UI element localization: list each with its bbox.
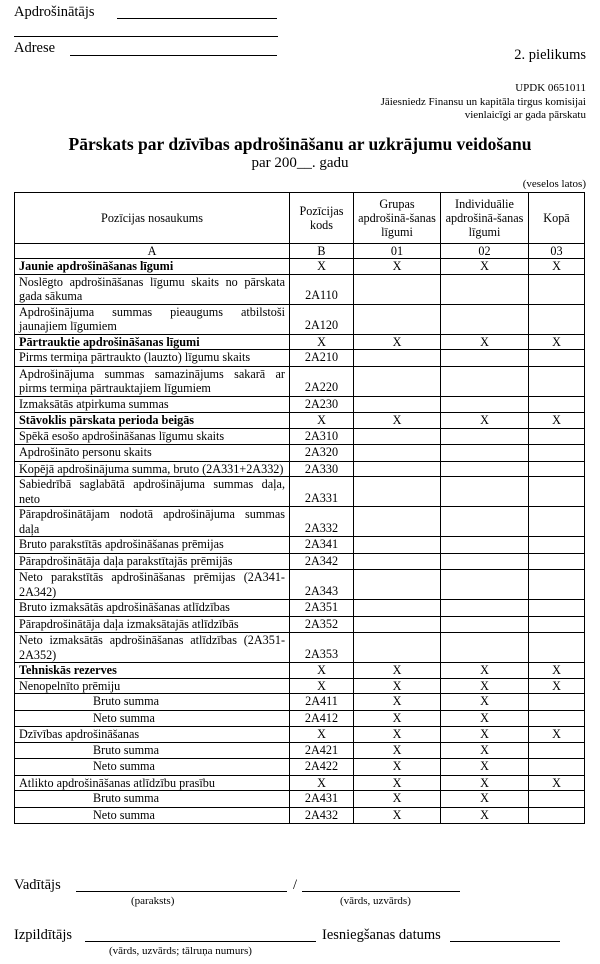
row-value-total[interactable] bbox=[529, 694, 585, 711]
header-individual: Individuālie apdrošinā-šanas līgumi bbox=[441, 193, 529, 244]
row-value-group: X bbox=[354, 727, 441, 743]
row-code: 2A352 bbox=[290, 616, 354, 633]
table-row bbox=[15, 304, 585, 334]
table-row bbox=[15, 775, 585, 791]
row-value-individual: X bbox=[441, 710, 529, 727]
row-name: Bruto summa bbox=[15, 694, 290, 711]
row-name: Sabiedrībā saglabātā apdrošinājuma summas daļa, neto bbox=[15, 477, 290, 507]
row-value-group[interactable] bbox=[354, 445, 441, 462]
insurer-field-line-2[interactable] bbox=[14, 36, 278, 37]
units-note: (veselos latos) bbox=[522, 178, 586, 190]
row-name: Noslēgto apdrošināšanas līgumu skaits no pārskata gada sākuma bbox=[15, 274, 290, 304]
row-code: 2A331 bbox=[290, 477, 354, 507]
table-row bbox=[15, 461, 585, 477]
row-value-total: X bbox=[529, 259, 585, 275]
table-row bbox=[15, 807, 585, 824]
row-value-total[interactable] bbox=[529, 742, 585, 759]
row-name: Apdrošināto personu skaits bbox=[15, 445, 290, 462]
manager-name-line[interactable] bbox=[302, 891, 460, 892]
table-row bbox=[15, 274, 585, 304]
row-name: Neto izmaksātās apdrošināšanas atlīdzības (2A351-2A352) bbox=[15, 633, 290, 663]
row-name: Neto summa bbox=[15, 710, 290, 727]
submission-date-line[interactable] bbox=[450, 941, 560, 942]
table-row bbox=[15, 477, 585, 507]
row-name: Pārapdrošinātāja daļa izmaksātajās atlīdzībās bbox=[15, 616, 290, 633]
row-value-individual: X bbox=[441, 807, 529, 824]
table-header-codes-row bbox=[15, 244, 585, 259]
row-value-group[interactable] bbox=[354, 304, 441, 334]
header-code-a: A bbox=[15, 244, 290, 259]
row-value-individual[interactable] bbox=[441, 428, 529, 445]
row-value-group: X bbox=[354, 334, 441, 350]
row-value-group: X bbox=[354, 678, 441, 694]
row-name: Stāvoklis pārskata perioda beigās bbox=[15, 413, 290, 429]
row-code: 2A330 bbox=[290, 461, 354, 477]
row-value-group: X bbox=[354, 694, 441, 711]
row-code: 2A220 bbox=[290, 366, 354, 396]
header-name: Pozīcijas nosaukums bbox=[15, 193, 290, 244]
table-row bbox=[15, 428, 585, 445]
row-name: Kopējā apdrošinājuma summa, bruto (2A331+2A332) bbox=[15, 461, 290, 477]
row-value-individual: X bbox=[441, 742, 529, 759]
row-code: 2A230 bbox=[290, 396, 354, 413]
row-value-individual[interactable] bbox=[441, 274, 529, 304]
row-code: 2A343 bbox=[290, 570, 354, 600]
signature-caption: (paraksts) bbox=[131, 895, 175, 907]
row-value-group[interactable] bbox=[354, 507, 441, 537]
row-value-individual: X bbox=[441, 791, 529, 808]
row-value-total[interactable] bbox=[529, 537, 585, 554]
row-name: Neto summa bbox=[15, 807, 290, 824]
row-value-group[interactable] bbox=[354, 477, 441, 507]
row-name: Dzīvības apdrošināšanas bbox=[15, 727, 290, 743]
row-name: Pārapdrošinātāja daļa parakstītajās prēmijās bbox=[15, 553, 290, 570]
annex-label: 2. pielikums bbox=[514, 47, 586, 63]
row-value-total[interactable] bbox=[529, 570, 585, 600]
row-value-individual[interactable] bbox=[441, 633, 529, 663]
table-row bbox=[15, 759, 585, 776]
name-caption: (vārds, uzvārds) bbox=[340, 895, 411, 907]
row-value-group[interactable] bbox=[354, 350, 441, 367]
manager-label: Vadītājs bbox=[14, 877, 61, 893]
row-code: 2A310 bbox=[290, 428, 354, 445]
submission-note-1: Jāiesniedz Finansu un kapitāla tirgus komisijai bbox=[380, 96, 586, 108]
row-code: X bbox=[290, 259, 354, 275]
row-value-total[interactable] bbox=[529, 807, 585, 824]
row-code: 2A120 bbox=[290, 304, 354, 334]
row-value-group: X bbox=[354, 807, 441, 824]
row-value-total[interactable] bbox=[529, 274, 585, 304]
row-name: Neto parakstītās apdrošināšanas prēmijas (2A341-2A342) bbox=[15, 570, 290, 600]
row-value-group: X bbox=[354, 759, 441, 776]
row-name: Pārapdrošinātājam nodotā apdrošinājuma summas daļa bbox=[15, 507, 290, 537]
row-code: 2A320 bbox=[290, 445, 354, 462]
row-code: X bbox=[290, 334, 354, 350]
row-name: Atlikto apdrošināšanas atlīdzību prasību bbox=[15, 775, 290, 791]
table-row bbox=[15, 570, 585, 600]
row-value-individual[interactable] bbox=[441, 366, 529, 396]
row-value-group[interactable] bbox=[354, 553, 441, 570]
row-code: X bbox=[290, 775, 354, 791]
table-row bbox=[15, 616, 585, 633]
row-value-group[interactable] bbox=[354, 461, 441, 477]
row-value-individual[interactable] bbox=[441, 537, 529, 554]
row-name: Apdrošinājuma summas samazinājums sakarā ar pirms termiņa pārtrauktajiem līgumiem bbox=[15, 366, 290, 396]
row-value-individual[interactable] bbox=[441, 553, 529, 570]
address-field-line[interactable] bbox=[70, 55, 277, 56]
table-header-row bbox=[15, 193, 585, 244]
row-value-group[interactable] bbox=[354, 616, 441, 633]
table-row bbox=[15, 396, 585, 413]
report-table bbox=[14, 192, 585, 824]
row-value-total[interactable] bbox=[529, 396, 585, 413]
row-name: Jaunie apdrošināšanas līgumi bbox=[15, 259, 290, 275]
row-name: Bruto summa bbox=[15, 791, 290, 808]
row-value-group[interactable] bbox=[354, 633, 441, 663]
row-value-individual[interactable] bbox=[441, 570, 529, 600]
table-row bbox=[15, 633, 585, 663]
row-value-total: X bbox=[529, 413, 585, 429]
table-row bbox=[15, 445, 585, 462]
table-row bbox=[15, 507, 585, 537]
table-row bbox=[15, 600, 585, 617]
row-code: 2A353 bbox=[290, 633, 354, 663]
row-value-total: X bbox=[529, 663, 585, 679]
report-title: Pārskats par dzīvības apdrošināšanu ar uzkrājumu veidošanu bbox=[68, 134, 532, 154]
row-value-individual[interactable] bbox=[441, 616, 529, 633]
row-value-total[interactable] bbox=[529, 477, 585, 507]
form-code: UPDK 0651011 bbox=[515, 82, 586, 94]
row-value-total[interactable] bbox=[529, 600, 585, 617]
row-code: 2A421 bbox=[290, 742, 354, 759]
row-value-total: X bbox=[529, 334, 585, 350]
row-code: 2A210 bbox=[290, 350, 354, 367]
row-value-individual: X bbox=[441, 259, 529, 275]
table-row bbox=[15, 334, 585, 350]
row-value-total[interactable] bbox=[529, 633, 585, 663]
header-total: Kopā bbox=[529, 193, 585, 244]
row-name: Izmaksātās atpirkuma summas bbox=[15, 396, 290, 413]
row-code: 2A332 bbox=[290, 507, 354, 537]
row-value-group[interactable] bbox=[354, 600, 441, 617]
row-value-group[interactable] bbox=[354, 396, 441, 413]
report-period: par 200__. gadu bbox=[251, 155, 349, 171]
row-value-group: X bbox=[354, 710, 441, 727]
row-value-total[interactable] bbox=[529, 710, 585, 727]
table-row bbox=[15, 742, 585, 759]
row-value-group: X bbox=[354, 663, 441, 679]
row-name: Bruto summa bbox=[15, 742, 290, 759]
row-value-group[interactable] bbox=[354, 366, 441, 396]
table-row bbox=[15, 413, 585, 429]
row-name: Nenopelnīto prēmiju bbox=[15, 678, 290, 694]
row-value-total[interactable] bbox=[529, 428, 585, 445]
table-row bbox=[15, 678, 585, 694]
row-value-individual: X bbox=[441, 663, 529, 679]
row-value-group[interactable] bbox=[354, 428, 441, 445]
table-row bbox=[15, 694, 585, 711]
row-value-individual: X bbox=[441, 334, 529, 350]
insurer-field-line[interactable] bbox=[117, 18, 277, 19]
table-row bbox=[15, 791, 585, 808]
header-group: Grupas apdrošinā-šanas līgumi bbox=[354, 193, 441, 244]
row-value-individual[interactable] bbox=[441, 507, 529, 537]
header-code: Pozīcijas kods bbox=[290, 193, 354, 244]
row-value-individual[interactable] bbox=[441, 304, 529, 334]
row-code: X bbox=[290, 727, 354, 743]
row-value-total[interactable] bbox=[529, 507, 585, 537]
row-name: Bruto izmaksātās apdrošināšanas atlīdzības bbox=[15, 600, 290, 617]
row-value-total[interactable] bbox=[529, 616, 585, 633]
row-code: X bbox=[290, 663, 354, 679]
row-code: 2A422 bbox=[290, 759, 354, 776]
row-value-total: X bbox=[529, 775, 585, 791]
header-code-03: 03 bbox=[529, 244, 585, 259]
address-label: Adrese bbox=[14, 40, 56, 56]
row-value-group: X bbox=[354, 413, 441, 429]
row-code: 2A341 bbox=[290, 537, 354, 554]
row-value-total[interactable] bbox=[529, 553, 585, 570]
row-name: Pirms termiņa pārtraukto (lauzto) līgumu skaits bbox=[15, 350, 290, 367]
row-value-total[interactable] bbox=[529, 759, 585, 776]
row-code: 2A431 bbox=[290, 791, 354, 808]
row-value-group[interactable] bbox=[354, 570, 441, 600]
submission-note-2: vienlaicīgi ar gada pārskatu bbox=[464, 109, 586, 121]
table-row bbox=[15, 366, 585, 396]
row-value-total[interactable] bbox=[529, 445, 585, 462]
executor-caption: (vārds, uzvārds; tālruņa numurs) bbox=[109, 945, 252, 957]
row-code: 2A110 bbox=[290, 274, 354, 304]
table-row bbox=[15, 350, 585, 367]
executor-label: Izpildītājs bbox=[14, 927, 72, 943]
table-row bbox=[15, 663, 585, 679]
slash-separator: / bbox=[293, 877, 298, 893]
row-code: 2A411 bbox=[290, 694, 354, 711]
row-value-group[interactable] bbox=[354, 537, 441, 554]
row-value-individual: X bbox=[441, 413, 529, 429]
table-row bbox=[15, 727, 585, 743]
row-name: Tehniskās rezerves bbox=[15, 663, 290, 679]
row-value-total[interactable] bbox=[529, 366, 585, 396]
row-value-group: X bbox=[354, 259, 441, 275]
row-value-total: X bbox=[529, 727, 585, 743]
row-value-total[interactable] bbox=[529, 791, 585, 808]
row-name: Pārtrauktie apdrošināšanas līgumi bbox=[15, 334, 290, 350]
row-value-individual: X bbox=[441, 694, 529, 711]
row-value-individual[interactable] bbox=[441, 396, 529, 413]
table-row bbox=[15, 537, 585, 554]
row-code: 2A342 bbox=[290, 553, 354, 570]
row-name: Neto summa bbox=[15, 759, 290, 776]
table-row bbox=[15, 259, 585, 275]
row-value-group[interactable] bbox=[354, 274, 441, 304]
row-code: 2A351 bbox=[290, 600, 354, 617]
row-name: Spēkā esošo apdrošināšanas līgumu skaits bbox=[15, 428, 290, 445]
row-value-individual: X bbox=[441, 678, 529, 694]
row-value-total[interactable] bbox=[529, 461, 585, 477]
row-value-group: X bbox=[354, 775, 441, 791]
row-value-individual[interactable] bbox=[441, 477, 529, 507]
row-value-individual[interactable] bbox=[441, 350, 529, 367]
executor-line[interactable] bbox=[85, 941, 316, 942]
row-name: Bruto parakstītās apdrošināšanas prēmijas bbox=[15, 537, 290, 554]
header-code-02: 02 bbox=[441, 244, 529, 259]
header-code-01: 01 bbox=[354, 244, 441, 259]
row-value-individual[interactable] bbox=[441, 461, 529, 477]
row-value-individual: X bbox=[441, 759, 529, 776]
row-value-group: X bbox=[354, 791, 441, 808]
row-value-individual[interactable] bbox=[441, 600, 529, 617]
row-code: X bbox=[290, 413, 354, 429]
header-code-b: B bbox=[290, 244, 354, 259]
row-value-group: X bbox=[354, 742, 441, 759]
table-row bbox=[15, 553, 585, 570]
row-value-total[interactable] bbox=[529, 350, 585, 367]
row-value-individual: X bbox=[441, 727, 529, 743]
manager-signature-line[interactable] bbox=[76, 891, 287, 892]
row-code: 2A432 bbox=[290, 807, 354, 824]
row-value-individual[interactable] bbox=[441, 445, 529, 462]
row-code: X bbox=[290, 678, 354, 694]
row-value-total: X bbox=[529, 678, 585, 694]
submission-date-label: Iesniegšanas datums bbox=[322, 927, 441, 943]
insurer-label: Apdrošinātājs bbox=[14, 4, 95, 20]
row-code: 2A412 bbox=[290, 710, 354, 727]
row-value-total[interactable] bbox=[529, 304, 585, 334]
row-value-individual: X bbox=[441, 775, 529, 791]
table-row bbox=[15, 710, 585, 727]
row-name: Apdrošinājuma summas pieaugums atbilstoši jaunajiem līgumiem bbox=[15, 304, 290, 334]
